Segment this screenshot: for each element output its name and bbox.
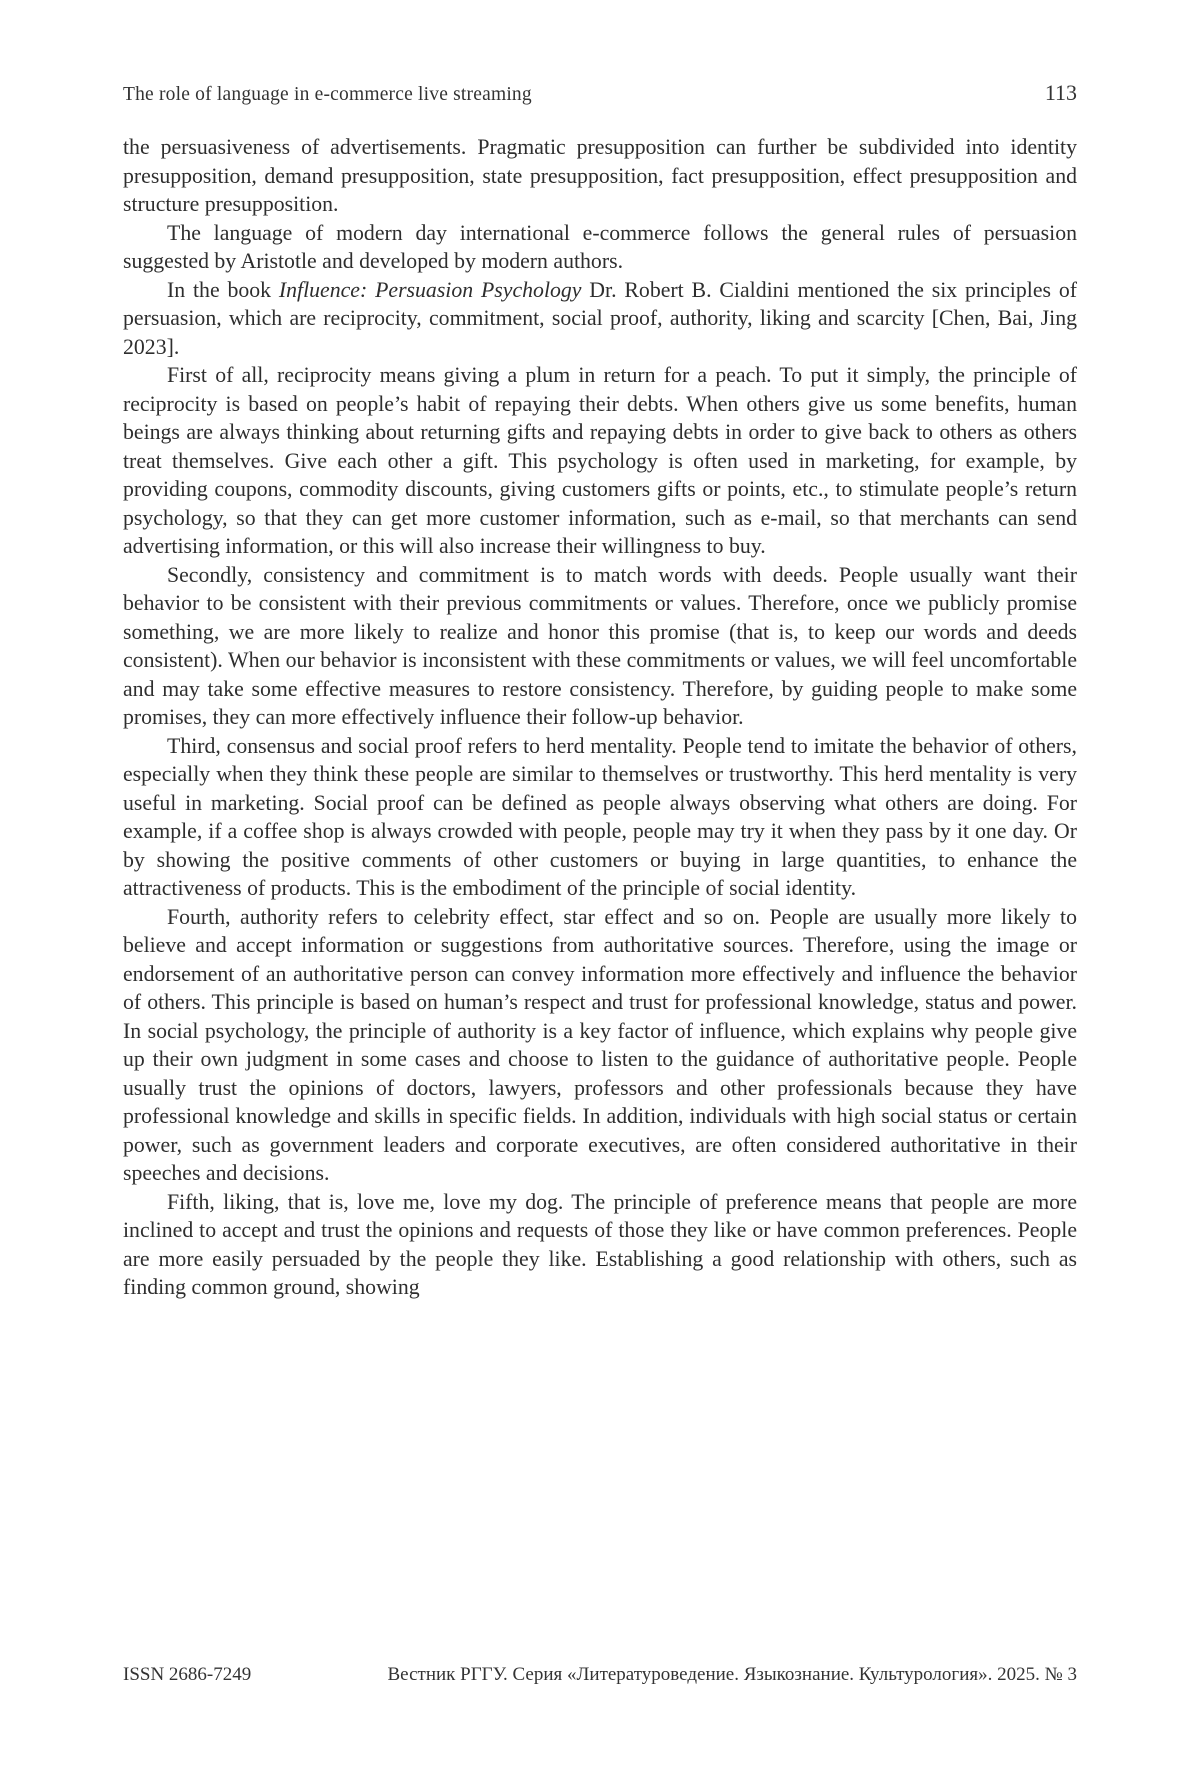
paragraph-text: First of all, reciprocity means giving a plum in return for a peach. To put it simply, the principle of reciprocity is based on people’s habit of repaying their debts. When others give us some benefits, human beings are always thinking about returning gifts and repaying debts in order to give back to others as others treat themselves. Give each other a gift. This psychology is often used in marketing, for example, by providing coupons, commodity discounts, giving customers gifts or points, etc., to stimulate people’s return psychology, so that they can get more customer information, such as e-mail, so that merchants can send advertising information, or this will also increase their willingness to buy.	[123, 363, 1077, 558]
paragraph	[123, 561, 1077, 732]
paragraph-text: Fourth, authority refers to celebrity effect, star effect and so on. People are usually more likely to believe and accept information or suggestions from authoritative sources. Therefore, using the image or endorsement of an authoritative person can convey information more effectively and influence the behavior of others. This principle is based on human’s respect and trust for professional knowledge, status and power. In social psychology, the principle of authority is a key factor of influence, which explains why people give up their own judgment in some cases and choose to listen to the guidance of authoritative people. People usually trust the opinions of doctors, lawyers, professors and other professionals because they have professional knowledge and skills in specific fields. In addition, individuals with high social status or certain power, such as government leaders and corporate executives, are often considered authoritative in their speeches and decisions.	[123, 904, 1077, 1185]
paragraph-text: In the book	[167, 277, 279, 302]
article-body	[123, 133, 1077, 1302]
paragraph	[123, 903, 1077, 1188]
paragraph	[123, 276, 1077, 362]
issn-label: ISSN 2686-7249	[123, 1664, 252, 1685]
paragraph-text: Third, consensus and social proof refers to herd mentality. People tend to imitate the behavior of others, especially when they think these people are similar to themselves or trustworthy. This herd mentality is very useful in marketing. Social proof can be defined as people always observing what others are doing. For example, if a coffee shop is always crowded with people, people may try it when they pass by it one day. Or by showing the positive comments of other customers or buying in large quantities, to enhance the attractiveness of products. This is the embodiment of the principle of social identity.	[123, 733, 1077, 900]
page-header	[123, 80, 1077, 106]
paragraph	[123, 133, 1077, 219]
paragraph-text: Dr. Robert B. Cialdini mentioned the six principles of persuasion, which are reciprocity, commitment, social proof, authority, liking and scarcity [Chen, Bai, Jing 2023].	[123, 277, 1077, 359]
page-number: 113	[1044, 80, 1077, 105]
paragraph	[123, 732, 1077, 903]
paragraph-text: Secondly, consistency and commitment is to match words with deeds. People usually want their behavior to be consistent with their previous commitments or values. Therefore, once we publicly promise something, we are more likely to realize and honor this promise (that is, to keep our words and deeds consistent). When our behavior is inconsistent with these commitments or values, we will feel uncomfortable and may take some effective measures to restore consistency. Therefore, by guiding people to make some promises, they can more effectively influence their follow-up behavior.	[123, 562, 1077, 729]
paragraph	[123, 1188, 1077, 1302]
paragraph	[123, 361, 1077, 561]
journal-title: Вестник РГГУ. Серия «Литературоведение. Языкознание. Культурология». 2025. № 3	[387, 1664, 1077, 1685]
paragraph-text: Fifth, liking, that is, love me, love my dog. The principle of preference means that people are more inclined to accept and trust the opinions and requests of those they like or have common preferences. People are more easily persuaded by the people they like. Establishing a good relationship with others, such as finding common ground, showing	[123, 1189, 1077, 1299]
paragraph-text: The language of modern day international e-commerce follows the general rules of persuasion suggested by Aristotle and developed by modern authors.	[123, 220, 1077, 273]
paragraph	[123, 219, 1077, 276]
book-title-italic: Influence: Persuasion Psychology	[278, 277, 582, 302]
paragraph-text: the persuasiveness of advertisements. Pragmatic presupposition can further be subdivided into identity presupposition, demand presupposition, state presupposition, fact presupposition, effect presupposition and structure presupposition.	[123, 135, 1077, 216]
page-footer	[123, 1664, 1077, 1686]
running-title: The role of language in e-commerce live streaming	[123, 84, 532, 105]
